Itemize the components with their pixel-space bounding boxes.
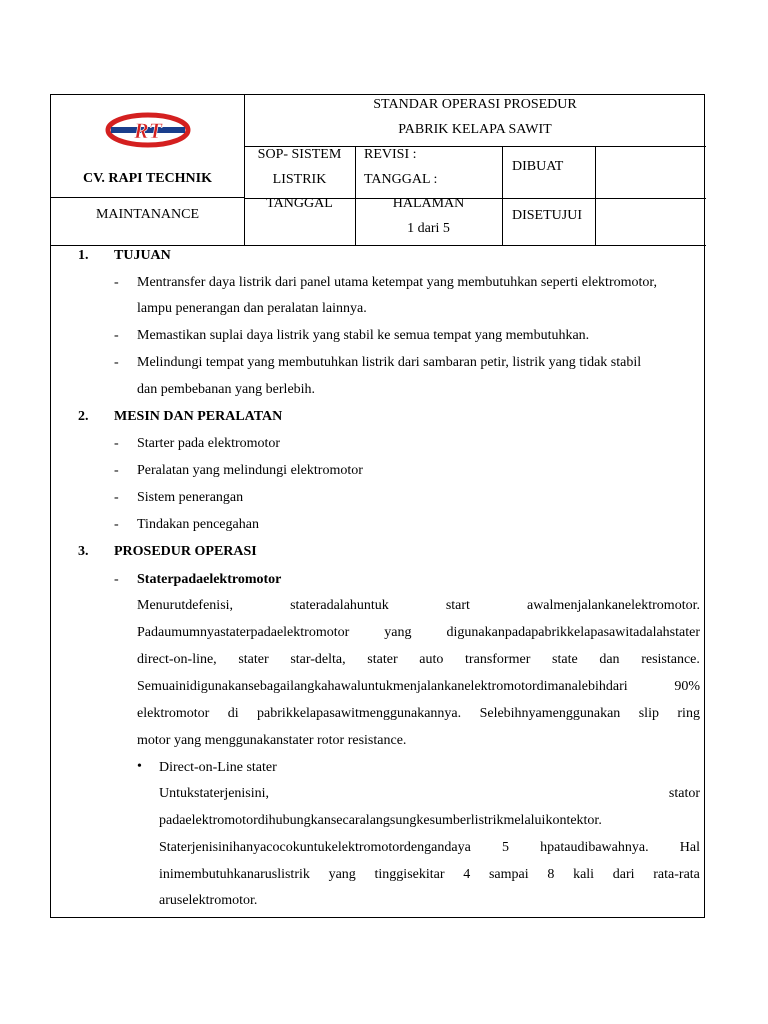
word: kali: [573, 867, 595, 882]
word: pabrikkelapasawitmenggunakannya.: [257, 706, 462, 721]
revisi-label: REVISI :: [364, 147, 417, 162]
mesin-item-1-dash: -: [114, 436, 119, 451]
word: di: [227, 706, 239, 721]
section-1-title: TUJUAN: [114, 248, 171, 263]
doc-title-line2: PABRIK KELAPA SAWIT: [398, 122, 552, 137]
section-1-number: 1.: [78, 248, 89, 263]
mesin-item-4: Tindakan pencegahan: [137, 517, 259, 532]
dibuat-label: DIBUAT: [512, 159, 564, 174]
word: resistance.: [641, 652, 700, 667]
word: hpataudibawahnya.: [540, 840, 649, 855]
word: dan: [599, 652, 620, 667]
tujuan-item-3-line1: Melindungi tempat yang membutuhkan listrik dari sambaran petir, listrik yang tidak stabil: [137, 355, 642, 370]
word: Padaumumnyastaterpadaelektromotor: [137, 625, 350, 640]
sop-code-line1: SOP- SISTEM: [257, 147, 342, 162]
word: transformer: [465, 652, 531, 667]
word: sampai: [488, 867, 529, 882]
bullet-line-5: aruselektromotor.: [159, 893, 258, 908]
tujuan-item-3-dash: -: [114, 355, 119, 370]
company-bottom-line: [51, 197, 244, 198]
word: auto: [419, 652, 444, 667]
sop-code-line2: LISTRIK: [272, 172, 327, 187]
section-3-title: PROSEDUR OPERASI: [114, 544, 257, 559]
word: digunakanpadapabrikkelapasawitadalahstater: [446, 625, 700, 640]
prosedur-sub-title: Staterpadaelektromotor: [137, 572, 282, 587]
word: direct-on-line,: [137, 652, 217, 667]
mesin-item-2-dash: -: [114, 463, 119, 478]
tujuan-item-1-line2: lampu penerangan dan peralatan lainnya.: [137, 301, 367, 316]
mesin-item-4-dash: -: [114, 517, 119, 532]
prosedur-sub-dash: -: [114, 572, 119, 587]
word: rata-rata: [653, 867, 700, 882]
company-logo-icon: [105, 111, 191, 149]
bullet-dot-icon: •: [137, 759, 142, 774]
word: slip: [638, 706, 659, 721]
word: 4: [463, 867, 471, 882]
word: 5: [501, 840, 509, 855]
halaman-label: HALAMAN: [392, 196, 465, 211]
bullet-line-1: [159, 786, 700, 802]
mesin-item-2: Peralatan yang melindungi elektromotor: [137, 463, 363, 478]
halaman-value: 1 dari 5: [407, 221, 450, 236]
word: stateradalahuntuk: [290, 598, 389, 613]
department-name: MAINTANANCE: [95, 207, 200, 222]
word: Semuainidigunakansebagailangkahawaluntukmenjalankanelektromotordimanalebihdari: [137, 679, 628, 694]
tujuan-item-1-dash: -: [114, 275, 119, 290]
bullet-title: Direct-on-Line stater: [159, 760, 277, 775]
word: state: [552, 652, 578, 667]
word: tinggisekitar: [374, 867, 445, 882]
paragraph-line-2: [137, 625, 700, 641]
paragraph-line-5: [137, 706, 700, 722]
word: stator: [668, 786, 700, 801]
section-3-number: 3.: [78, 544, 89, 559]
header-divider-left: [244, 95, 245, 245]
tujuan-item-3-line2: dan pembebanan yang berlebih.: [137, 382, 316, 397]
word: 90%: [674, 679, 700, 694]
mesin-item-3-dash: -: [114, 490, 119, 505]
word: dari: [612, 867, 635, 882]
word: Staterjenisinihanyacocokuntukelektromotordengandaya: [159, 840, 471, 855]
word: Untukstaterjenisini,: [159, 786, 270, 801]
word: 8: [547, 867, 555, 882]
bullet-line-4: [159, 867, 700, 883]
mesin-item-1: Starter pada elektromotor: [137, 436, 281, 451]
section-2-number: 2.: [78, 409, 89, 424]
paragraph-line-4: [137, 679, 700, 695]
word: ring: [677, 706, 700, 721]
word: inimembutuhkanaruslistrik: [159, 867, 310, 882]
paragraph-line-3: [137, 652, 700, 668]
word: stater: [367, 652, 398, 667]
section-2-title: MESIN DAN PERALATAN: [114, 409, 283, 424]
sop-document: [50, 94, 705, 918]
word: yang: [328, 867, 356, 882]
word: start: [445, 598, 470, 613]
tujuan-item-2: Memastikan suplai daya listrik yang stabil ke semua tempat yang membutuhkan.: [137, 328, 590, 343]
tanggal-label: TANGGAL :: [364, 172, 438, 187]
disetujui-label: DISETUJUI: [512, 208, 582, 223]
word: Menurutdefenisi,: [137, 598, 234, 613]
tanggal-left: TANGGAL: [266, 196, 333, 211]
logo-text: RT: [133, 118, 163, 143]
tujuan-item-2-dash: -: [114, 328, 119, 343]
header-bottom-line: [51, 245, 706, 246]
word: yang: [384, 625, 412, 640]
word: stater: [238, 652, 269, 667]
paragraph-line-6: motor yang menggunakanstater rotor resistance.: [137, 733, 407, 748]
paragraph-line-1: [137, 598, 700, 614]
tujuan-item-1-line1: Mentransfer daya listrik dari panel utama ketempat yang membutuhkan seperti elektromotor,: [137, 275, 657, 290]
bullet-line-2: padaelektromotordihubungkansecaralangsungkesumberlistrikmelaluikontektor.: [159, 813, 602, 828]
doc-title-line1: STANDAR OPERASI PROSEDUR: [373, 97, 577, 112]
word: Hal: [679, 840, 700, 855]
revisi-divider: [502, 146, 503, 245]
word: awalmenjalankanelektromotor.: [526, 598, 700, 613]
word: elektromotor: [137, 706, 210, 721]
word: Selebihnyamenggunakan: [479, 706, 621, 721]
sign-divider: [595, 146, 596, 245]
company-name: CV. RAPI TECHNIK: [82, 171, 212, 186]
bullet-line-3: [159, 840, 700, 856]
mesin-item-3: Sistem penerangan: [137, 490, 244, 505]
word: star-delta,: [290, 652, 346, 667]
